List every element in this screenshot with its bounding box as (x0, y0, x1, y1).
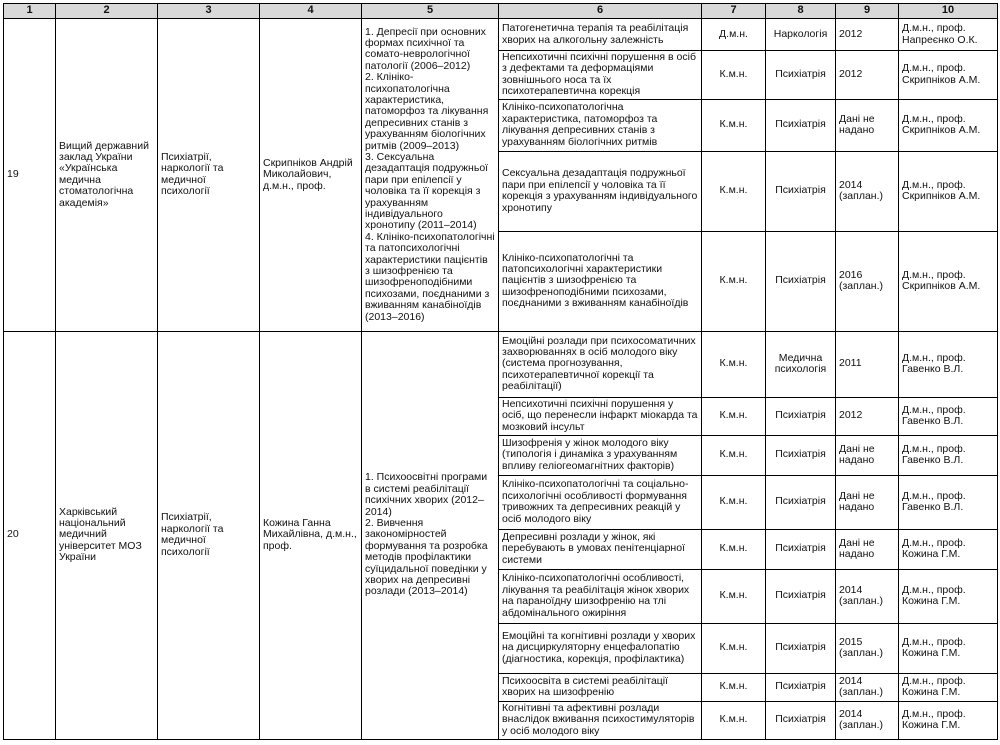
dissertation-topic: Патогенетична терапія та реабілітація хворих на алкогольну залежність (499, 19, 702, 51)
col-header-9: 9 (836, 4, 899, 19)
year-cell: 2014 (заплан.) (836, 569, 899, 623)
department-cell: Психіатрії, наркології та медичної психології (158, 331, 260, 739)
degree-cell: К.м.н. (702, 99, 766, 151)
degree-cell: К.м.н. (702, 51, 766, 100)
supervisor-cell: Д.м.н., проф. Скрипніков А.М. (899, 99, 998, 151)
research-table (3, 3, 998, 740)
supervisor-cell: Д.м.н., проф. Напреєнко О.К. (899, 19, 998, 51)
supervisor-cell: Д.м.н., проф. Гавенко В.Л. (899, 331, 998, 397)
dissertation-topic: Психоосвіта в системі реабілітації хворих на шизофренію (499, 673, 702, 701)
year-cell: 2011 (836, 331, 899, 397)
year-cell: 2014 (заплан.) (836, 673, 899, 701)
research-topic: 2. Клініко-психопатологічна характеристика, патоморфоз та лікування депресивних станів з урахуванням біологічних ритмів (2009–2013) (365, 71, 489, 152)
degree-cell: К.м.н. (702, 569, 766, 623)
research-topics-cell (362, 19, 499, 332)
specialty-cell: Психіатрія (766, 623, 836, 673)
specialty-cell: Медична психологія (766, 331, 836, 397)
dissertation-topic: Когнітивні та афективні розлади внаслідок вживання психостимуляторів у осіб молодого віку (499, 701, 702, 739)
degree-cell: К.м.н. (702, 397, 766, 435)
degree-cell: К.м.н. (702, 331, 766, 397)
supervisor-cell: Д.м.н., проф. Скрипніков А.М. (899, 151, 998, 231)
year-cell: 2012 (836, 397, 899, 435)
supervisor-cell: Д.м.н., проф. Кожина Г.М. (899, 673, 998, 701)
supervisor-cell: Д.м.н., проф. Кожина Г.М. (899, 701, 998, 739)
year-cell: 2015 (заплан.) (836, 623, 899, 673)
supervisor-cell: Д.м.н., проф. Гавенко В.Л. (899, 397, 998, 435)
supervisor-cell: Д.м.н., проф. Кожина Г.М. (899, 623, 998, 673)
year-cell: 2016 (заплан.) (836, 231, 899, 331)
table-row (4, 19, 998, 51)
specialty-cell: Наркологія (766, 19, 836, 51)
research-topic: 1. Психоосвітні програми в системі реабілітації психічних хворих (2012–2014) (365, 471, 488, 518)
research-topic: 4. Клініко-психопатологічні та патопсихологічні характеристики пацієнтів з шизофренією та шизофреноподібними психозами, поєднаними з вживанням канабіноїдів (2013–2016) (365, 230, 495, 323)
specialty-cell: Психіатрія (766, 701, 836, 739)
degree-cell: К.м.н. (702, 623, 766, 673)
year-cell: 2012 (836, 19, 899, 51)
supervisor-cell: Д.м.н., проф. Гавенко В.Л. (899, 435, 998, 475)
col-header-3: 3 (158, 4, 260, 19)
specialty-cell: Психіатрія (766, 673, 836, 701)
year-cell: 2012 (836, 51, 899, 100)
specialty-cell: Психіатрія (766, 151, 836, 231)
specialty-cell: Психіатрія (766, 51, 836, 100)
year-cell: 2014 (заплан.) (836, 151, 899, 231)
dissertation-topic: Емоційні розлади при психосоматичних захворюваннях в осіб молодого віку (система прогнозування, психотерапевтичної корекції та реабілітації) (499, 331, 702, 397)
degree-cell: К.м.н. (702, 475, 766, 529)
dissertation-topic: Непсихотичні психічні порушення у осіб, що перенесли інфаркт міокарда та мозковий інсульт (499, 397, 702, 435)
dissertation-topic: Емоційні та когнітивні розлади у хворих на дисциркуляторну енцефалопатію (діагностика, корекція, профілактика) (499, 623, 702, 673)
col-header-6: 6 (499, 4, 702, 19)
col-header-8: 8 (766, 4, 836, 19)
degree-cell: К.м.н. (702, 701, 766, 739)
specialty-cell: Психіатрія (766, 397, 836, 435)
dissertation-topic: Клініко-психопатологічна характеристика, патоморфоз та лікування депресивних станів з урахуванням біологічних ритмів (499, 99, 702, 151)
degree-cell: К.м.н. (702, 673, 766, 701)
supervisor-cell: Д.м.н., проф. Скрипніков А.М. (899, 231, 998, 331)
col-header-5: 5 (362, 4, 499, 19)
specialty-cell: Психіатрія (766, 435, 836, 475)
degree-cell: Д.м.н. (702, 19, 766, 51)
year-cell: Дані не надано (836, 435, 899, 475)
specialty-cell: Психіатрія (766, 99, 836, 151)
research-topic: 1. Депресії при основних формах психічної та сомато-неврологічної патології (2006–2012) (365, 25, 486, 72)
specialty-cell: Психіатрія (766, 475, 836, 529)
col-header-4: 4 (260, 4, 362, 19)
dissertation-topic: Непсихотичні психічні порушення в осіб з дефектами та деформаціями зовнішнього носа та їх психотерапевтична корекція (499, 51, 702, 100)
dissertation-topic: Клініко-психопатологічні особливості, лікування та реабілітація жінок хворих на параноїдну шизофренію на тлі абдомінального ожиріння (499, 569, 702, 623)
degree-cell: К.м.н. (702, 151, 766, 231)
year-cell: 2014 (заплан.) (836, 701, 899, 739)
col-header-2: 2 (56, 4, 158, 19)
row-number: 19 (4, 19, 56, 332)
row-number: 20 (4, 331, 56, 739)
header-row (4, 4, 998, 19)
degree-cell: К.м.н. (702, 435, 766, 475)
year-cell: Дані не надано (836, 475, 899, 529)
col-header-10: 10 (899, 4, 998, 19)
dissertation-topic: Сексуальна дезадаптація подружньої пари при епілепсії у чоловіка та її корекція з урахуванням індивідуального хронотипу (499, 151, 702, 231)
supervisor-cell: Д.м.н., проф. Кожина Г.М. (899, 529, 998, 569)
year-cell: Дані не надано (836, 529, 899, 569)
dissertation-topic: Клініко-психопатологічні та соціально-психологічні особливості формування тривожних та депресивних реакцій у осіб молодого віку (499, 475, 702, 529)
head-cell: Скрипніков Андрій Миколайович, д.м.н., проф. (260, 19, 362, 332)
institution-cell: Вищий державний заклад України «Українська медична стоматологічна академія» (56, 19, 158, 332)
dissertation-topic: Депресивні розлади у жінок, які перебувають в умовах пенітенціарної системи (499, 529, 702, 569)
supervisor-cell: Д.м.н., проф. Кожина Г.М. (899, 569, 998, 623)
year-cell: Дані не надано (836, 99, 899, 151)
head-cell: Кожина Ганна Михайлівна, д.м.н., проф. (260, 331, 362, 739)
dissertation-topic: Шизофренія у жінок молодого віку (типологія і динаміка з урахуванням впливу геліогеомагнітних факторів) (499, 435, 702, 475)
col-header-7: 7 (702, 4, 766, 19)
specialty-cell: Психіатрія (766, 569, 836, 623)
col-header-1: 1 (4, 4, 56, 19)
research-topic: 3. Сексуальна дезадаптація подружньої пари при епілепсії у чоловіка та її корекція з урахуванням індивідуального хронотипу (2011–2014) (365, 151, 489, 232)
institution-cell: Харківський національний медичний університет МОЗ України (56, 331, 158, 739)
supervisor-cell: Д.м.н., проф. Гавенко В.Л. (899, 475, 998, 529)
table-row (4, 331, 998, 397)
degree-cell: К.м.н. (702, 231, 766, 331)
degree-cell: К.м.н. (702, 529, 766, 569)
dissertation-topic: Клініко-психопатологічні та патопсихологічні характеристики пацієнтів з шизофренією та шизофреноподібними психозами, поєднаними з вживанням канабіноїдів (499, 231, 702, 331)
supervisor-cell: Д.м.н., проф. Скрипніков А.М. (899, 51, 998, 100)
department-cell: Психіатрії, наркології та медичної психології (158, 19, 260, 332)
specialty-cell: Психіатрія (766, 231, 836, 331)
research-topic: 2. Вивчення закономірностей формування та розробка методів профілактики суїцидальної поведінки у хворих на депресивні розлади (2013–2014) (365, 517, 488, 598)
research-topics-cell (362, 331, 499, 739)
specialty-cell: Психіатрія (766, 529, 836, 569)
